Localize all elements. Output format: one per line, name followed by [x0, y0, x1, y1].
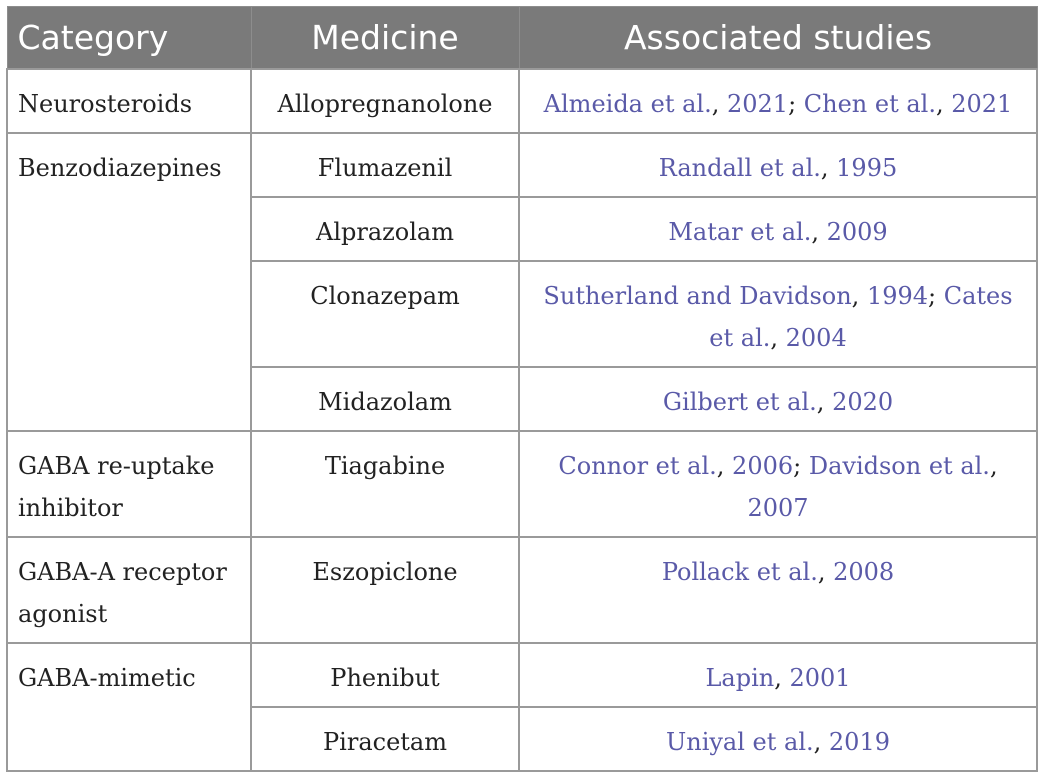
studies-cell — [519, 69, 1037, 133]
reference-author: Sutherland and Davidson — [543, 282, 852, 310]
comma-separator: , — [816, 388, 833, 416]
medicine-cell: Tiagabine — [251, 431, 519, 537]
category-cell: GABA-A receptor agonist — [7, 537, 251, 643]
reference-author: Lapin — [705, 664, 775, 692]
reference-year: 2019 — [828, 728, 890, 756]
category-cell: Neurosteroids — [7, 69, 251, 133]
comma-separator: , — [851, 282, 867, 310]
studies-cell — [519, 261, 1037, 367]
studies-cell — [519, 707, 1037, 771]
reference-year: 2004 — [785, 324, 847, 352]
reference-year: 1995 — [836, 154, 898, 182]
reference-year: 2008 — [833, 558, 895, 586]
comma-separator: , — [716, 452, 733, 480]
reference-link[interactable] — [659, 154, 897, 182]
header-category: Category — [7, 7, 251, 70]
reference-author: Pollack et al. — [661, 558, 818, 586]
medicine-cell: Eszopiclone — [251, 537, 519, 643]
reference-link[interactable] — [543, 282, 928, 310]
comma-separator: , — [811, 218, 827, 246]
medicine-cell: Flumazenil — [251, 133, 519, 197]
category-cell: Benzodiazepines — [7, 133, 251, 431]
category-cell: GABA re-uptake inhibitor — [7, 431, 251, 537]
reference-link[interactable] — [705, 664, 850, 692]
studies-cell — [519, 197, 1037, 261]
header-row — [7, 7, 1037, 70]
reference-author: Connor et al. — [558, 452, 717, 480]
medicine-cell: Midazolam — [251, 367, 519, 431]
table-row — [7, 537, 1037, 643]
reference-link[interactable] — [662, 558, 894, 586]
table-row — [7, 431, 1037, 537]
comma-separator: , — [989, 452, 998, 480]
reference-link[interactable] — [668, 218, 887, 246]
comma-separator: , — [813, 728, 829, 756]
reference-year: 2001 — [789, 664, 851, 692]
reference-author: Uniyal et al. — [666, 728, 814, 756]
comma-separator: , — [711, 90, 727, 118]
medicine-cell: Alprazolam — [251, 197, 519, 261]
reference-year: 2009 — [826, 218, 888, 246]
reference-author: Cates et al. — [709, 282, 1013, 352]
comma-separator: , — [820, 154, 837, 182]
reference-year: 2020 — [832, 388, 894, 416]
reference-author: Almeida et al. — [543, 90, 712, 118]
reference-author: Gilbert et al. — [662, 388, 817, 416]
semicolon-separator: ; — [788, 90, 804, 118]
reference-year: 1994 — [866, 282, 929, 310]
header-associated-studies: Associated studies — [519, 7, 1037, 70]
medicine-cell: Piracetam — [251, 707, 519, 771]
reference-author: Randall et al. — [658, 154, 821, 182]
table-row — [7, 133, 1037, 197]
reference-link[interactable] — [663, 388, 893, 416]
medicine-cell: Clonazepam — [251, 261, 519, 367]
reference-author: Davidson et al. — [808, 452, 990, 480]
reference-year: 2021 — [951, 90, 1013, 118]
reference-year: 2021 — [726, 90, 789, 118]
medicine-studies-table — [6, 6, 1038, 772]
studies-cell — [519, 367, 1037, 431]
reference-link[interactable] — [666, 728, 890, 756]
semicolon-separator: ; — [793, 452, 809, 480]
reference-link[interactable] — [804, 90, 1013, 118]
table-row — [7, 69, 1037, 133]
reference-year: 2006 — [732, 452, 794, 480]
comma-separator: , — [774, 664, 790, 692]
header-medicine: Medicine — [251, 7, 519, 70]
studies-cell — [519, 133, 1037, 197]
comma-separator: , — [935, 90, 952, 118]
reference-link[interactable] — [544, 90, 788, 118]
category-cell: GABA-mimetic — [7, 643, 251, 771]
studies-cell — [519, 643, 1037, 707]
reference-year: 2007 — [747, 494, 809, 522]
reference-author: Chen et al. — [803, 90, 936, 118]
semicolon-separator: ; — [928, 282, 944, 310]
comma-separator: , — [770, 324, 786, 352]
table-row — [7, 643, 1037, 707]
studies-cell — [519, 537, 1037, 643]
medicine-cell: Phenibut — [251, 643, 519, 707]
comma-separator: , — [817, 558, 834, 586]
reference-author: Matar et al. — [668, 218, 812, 246]
medicine-cell: Allopregnanolone — [251, 69, 519, 133]
studies-cell — [519, 431, 1037, 537]
reference-link[interactable] — [558, 452, 793, 480]
